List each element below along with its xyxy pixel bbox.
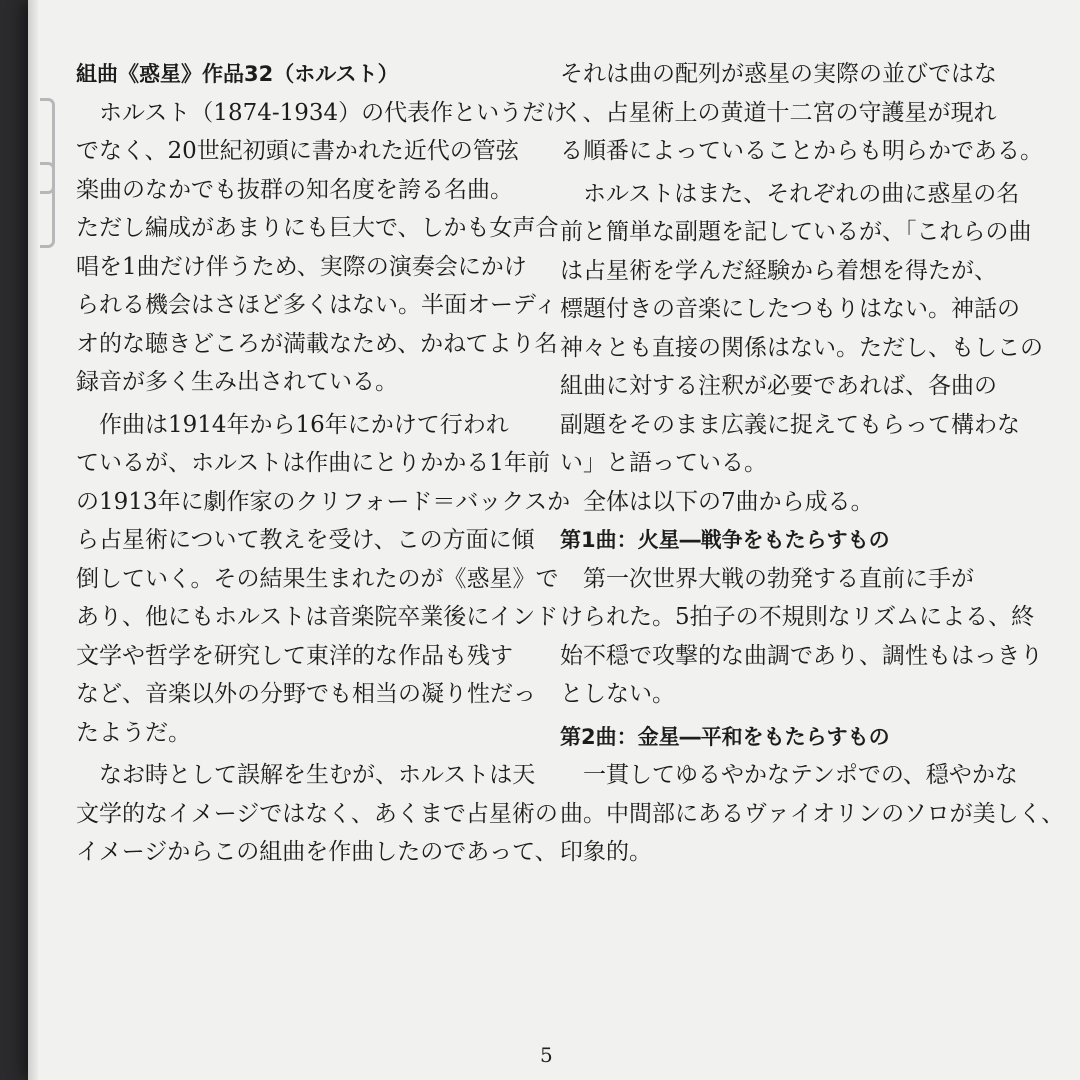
left-column-text-line: など、音楽以外の分野でも相当の凝り性だっ (76, 681, 536, 707)
left-column-text-line: ただし編成があまりにも巨大で、しかも女声合 (76, 215, 559, 241)
staple-bottom (40, 162, 55, 248)
left-column-text-line: 楽曲のなかでも抜群の知名度を誇る名曲。 (76, 176, 513, 203)
left-column-text-line: たようだ。 (76, 719, 191, 746)
left-column-text-line: ているが、ホルストは作曲にとりかかる1年前 (76, 450, 550, 476)
right-column-text-line: 標題付きの音楽にしたつもりはない。神話の (560, 296, 1020, 322)
right-column-text-line: 第一次世界大戦の勃発する直前に手が (583, 565, 974, 592)
left-column-text-line: なお時として誤解を生むが、ホルストは天 (99, 762, 536, 788)
left-column-text-line: 文学や哲学を研究して東洋的な作品も残す (76, 642, 513, 669)
left-column-text-line: られる機会はさほど多くはない。半面オーディ (76, 292, 558, 318)
left-column-text-line: の1913年に劇作家のクリフォード＝バックスか (76, 488, 571, 515)
left-column-text-line: オ的な聴きどころが満載なため、かねてより名 (76, 330, 558, 357)
page-binding-edge (28, 0, 38, 1080)
right-column-text-line: けられた。5拍子の不規則なリズムによる、終 (560, 604, 1035, 630)
right-column-text-line: 一貫してゆるやかなテンポでの、穏やかな (583, 762, 1018, 788)
left-column-heading: 組曲《惑星》作品32（ホルスト） (76, 62, 399, 86)
right-column-heading: 第1曲：火星―戦争をもたらすもの (560, 528, 890, 552)
right-column-text-line: 組曲に対する注釈が必要であれば、各曲の (560, 373, 997, 399)
right-column-text-line: は占星術を学んだ経験から着想を得たが、 (560, 257, 997, 284)
right-column-text-line: い」と語っている。 (560, 450, 767, 476)
right-column-text-line: としない。 (560, 681, 675, 707)
right-column-text-line: ホルストはまた、それぞれの曲に惑星の名 (583, 180, 1020, 207)
left-column-text-line: 録音が多く生み出されている。 (76, 369, 398, 395)
left-column-text-line: でなく、20世紀初頭に書かれた近代の管弦 (76, 138, 519, 164)
left-text-column (76, 55, 571, 872)
page-number: 5 (540, 1043, 553, 1067)
left-column-text-line: ホルスト（1874-1934）の代表作というだけ (99, 99, 569, 126)
right-column-text-line: 神々とも直接の関係はない。ただし、もしこの (560, 334, 1043, 361)
right-column-text-line: る順番によっていることからも明らかである。 (560, 138, 1043, 164)
left-column-text-line: イメージからこの組曲を作曲したのであって、 (76, 839, 558, 865)
right-column-text-line: く、占星術上の黄道十二宮の守護星が現れ (560, 99, 997, 126)
left-column-text-line: 作曲は1914年から16年にかけて行われ (99, 411, 509, 438)
right-column-text-line: 前と簡単な副題を記しているが、「これらの曲 (560, 219, 1032, 245)
left-column-text-line: 倒していく。その結果生まれたのが《惑星》で (76, 565, 559, 592)
right-column-text-line: 曲。中間部にあるヴァイオリンのソロが美しく、 (560, 800, 1065, 827)
left-column-text-line: あり、他にもホルストは音楽院卒業後にインド (76, 604, 559, 630)
left-column-text-line: 文学的なイメージではなく、あくまで占星術の (76, 800, 558, 827)
right-column-text-line: 始不穏で攻撃的な曲調であり、調性もはっきり (560, 642, 1043, 669)
left-column-text-line: ら占星術について教えを受け、この方面に傾 (76, 527, 535, 553)
right-text-column (560, 55, 1065, 872)
right-column-text-line: 副題をそのまま広義に捉えてもらって構わな (560, 411, 1020, 438)
right-column-heading: 第2曲：金星―平和をもたらすもの (560, 724, 890, 749)
right-column-text-line: 印象的。 (560, 839, 652, 865)
right-column-text-line: 全体は以下の7曲から成る。 (583, 488, 874, 515)
left-column-text-line: 唱を1曲だけ伴うため、実際の演奏会にかけ (76, 253, 527, 280)
right-column-text-line: それは曲の配列が惑星の実際の並びではな (560, 61, 997, 87)
